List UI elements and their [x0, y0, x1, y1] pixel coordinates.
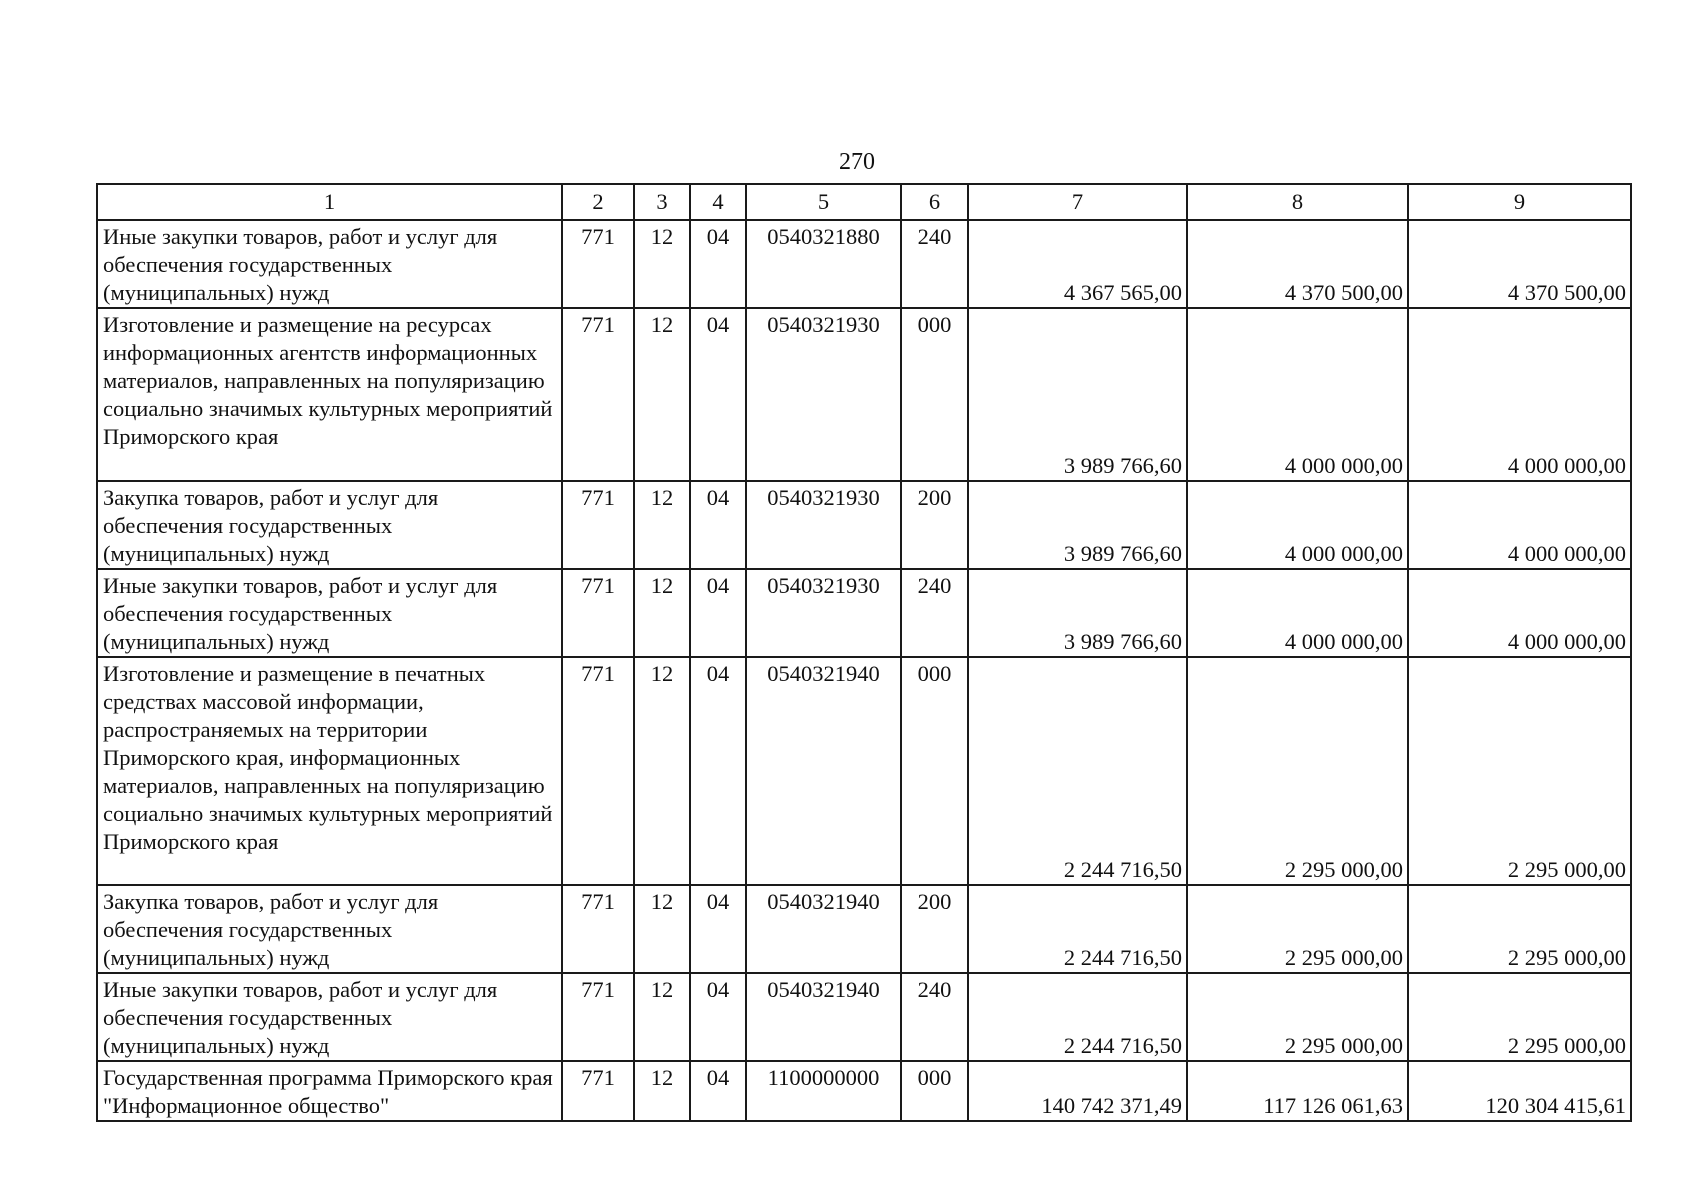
row-amount-col9: 2 295 000,00 [1408, 973, 1631, 1061]
row-name: Иные закупки товаров, работ и услуг для обеспечения государственных (муниципальных) нужд [97, 973, 562, 1061]
table-row [97, 1061, 1631, 1121]
row-amount-col8: 2 295 000,00 [1187, 657, 1408, 885]
row-section-code: 12 [634, 481, 690, 569]
header-col-1: 1 [97, 184, 562, 220]
header-col-2: 2 [562, 184, 634, 220]
row-amount-col7: 4 367 565,00 [968, 220, 1187, 308]
row-target-item-code: 0540321930 [746, 569, 901, 657]
row-amount-col8: 4 000 000,00 [1187, 481, 1408, 569]
row-target-item-code: 0540321940 [746, 973, 901, 1061]
header-col-6: 6 [901, 184, 968, 220]
row-amount-col9: 2 295 000,00 [1408, 885, 1631, 973]
header-col-7: 7 [968, 184, 1187, 220]
row-name: Иные закупки товаров, работ и услуг для обеспечения государственных (муниципальных) нужд [97, 569, 562, 657]
row-target-item-code: 0540321940 [746, 657, 901, 885]
row-amount-col8: 4 000 000,00 [1187, 308, 1408, 481]
row-ved-code: 771 [562, 1061, 634, 1121]
row-section-code: 12 [634, 569, 690, 657]
row-subsection-code: 04 [690, 481, 746, 569]
row-amount-col8: 117 126 061,63 [1187, 1061, 1408, 1121]
row-expense-type-code: 240 [901, 220, 968, 308]
row-section-code: 12 [634, 885, 690, 973]
header-row [97, 184, 1631, 220]
table-row [97, 973, 1631, 1061]
row-amount-col9: 120 304 415,61 [1408, 1061, 1631, 1121]
row-amount-col7: 3 989 766,60 [968, 308, 1187, 481]
row-amount-col8: 2 295 000,00 [1187, 885, 1408, 973]
row-ved-code: 771 [562, 569, 634, 657]
table-row [97, 657, 1631, 885]
row-section-code: 12 [634, 973, 690, 1061]
row-subsection-code: 04 [690, 973, 746, 1061]
row-amount-col7: 2 244 716,50 [968, 885, 1187, 973]
row-amount-col9: 4 000 000,00 [1408, 569, 1631, 657]
row-subsection-code: 04 [690, 220, 746, 308]
row-amount-col8: 2 295 000,00 [1187, 973, 1408, 1061]
row-section-code: 12 [634, 220, 690, 308]
row-subsection-code: 04 [690, 308, 746, 481]
budget-table [96, 183, 1632, 1122]
table-row [97, 481, 1631, 569]
table-row [97, 220, 1631, 308]
row-expense-type-code: 000 [901, 657, 968, 885]
header-col-9: 9 [1408, 184, 1631, 220]
row-ved-code: 771 [562, 308, 634, 481]
row-target-item-code: 0540321880 [746, 220, 901, 308]
row-target-item-code: 0540321930 [746, 308, 901, 481]
row-name: Государственная программа Приморского края "Информационное общество" [97, 1061, 562, 1121]
row-amount-col9: 2 295 000,00 [1408, 657, 1631, 885]
row-subsection-code: 04 [690, 657, 746, 885]
row-subsection-code: 04 [690, 569, 746, 657]
row-name: Закупка товаров, работ и услуг для обеспечения государственных (муниципальных) нужд [97, 885, 562, 973]
table-header [97, 184, 1631, 220]
header-col-4: 4 [690, 184, 746, 220]
row-name: Изготовление и размещение в печатных средствах массовой информации, распространяемых на территории Приморского края, информационных материалов, направленных на популяризацию социально значимых культурных мероприятий Приморского края [97, 657, 562, 885]
row-amount-col7: 2 244 716,50 [968, 973, 1187, 1061]
row-target-item-code: 0540321930 [746, 481, 901, 569]
header-col-3: 3 [634, 184, 690, 220]
row-expense-type-code: 240 [901, 569, 968, 657]
page-number: 270 [839, 149, 875, 175]
table-row [97, 569, 1631, 657]
table-row [97, 885, 1631, 973]
row-amount-col7: 2 244 716,50 [968, 657, 1187, 885]
row-expense-type-code: 240 [901, 973, 968, 1061]
row-subsection-code: 04 [690, 885, 746, 973]
row-amount-col8: 4 370 500,00 [1187, 220, 1408, 308]
row-expense-type-code: 000 [901, 1061, 968, 1121]
row-name: Закупка товаров, работ и услуг для обеспечения государственных (муниципальных) нужд [97, 481, 562, 569]
row-section-code: 12 [634, 308, 690, 481]
row-ved-code: 771 [562, 481, 634, 569]
row-ved-code: 771 [562, 220, 634, 308]
row-amount-col9: 4 000 000,00 [1408, 308, 1631, 481]
row-expense-type-code: 200 [901, 885, 968, 973]
row-section-code: 12 [634, 1061, 690, 1121]
row-target-item-code: 0540321940 [746, 885, 901, 973]
row-target-item-code: 1100000000 [746, 1061, 901, 1121]
row-ved-code: 771 [562, 885, 634, 973]
row-ved-code: 771 [562, 973, 634, 1061]
row-amount-col9: 4 000 000,00 [1408, 481, 1631, 569]
header-col-5: 5 [746, 184, 901, 220]
table-body [97, 220, 1631, 1121]
row-expense-type-code: 200 [901, 481, 968, 569]
row-name: Изготовление и размещение на ресурсах информационных агентств информационных материалов, направленных на популяризацию социально значимых культурных мероприятий Приморского края [97, 308, 562, 481]
row-subsection-code: 04 [690, 1061, 746, 1121]
row-amount-col8: 4 000 000,00 [1187, 569, 1408, 657]
row-ved-code: 771 [562, 657, 634, 885]
row-amount-col7: 140 742 371,49 [968, 1061, 1187, 1121]
header-col-8: 8 [1187, 184, 1408, 220]
row-amount-col9: 4 370 500,00 [1408, 220, 1631, 308]
row-amount-col7: 3 989 766,60 [968, 481, 1187, 569]
row-section-code: 12 [634, 657, 690, 885]
table-row [97, 308, 1631, 481]
row-expense-type-code: 000 [901, 308, 968, 481]
row-name: Иные закупки товаров, работ и услуг для обеспечения государственных (муниципальных) нужд [97, 220, 562, 308]
row-amount-col7: 3 989 766,60 [968, 569, 1187, 657]
